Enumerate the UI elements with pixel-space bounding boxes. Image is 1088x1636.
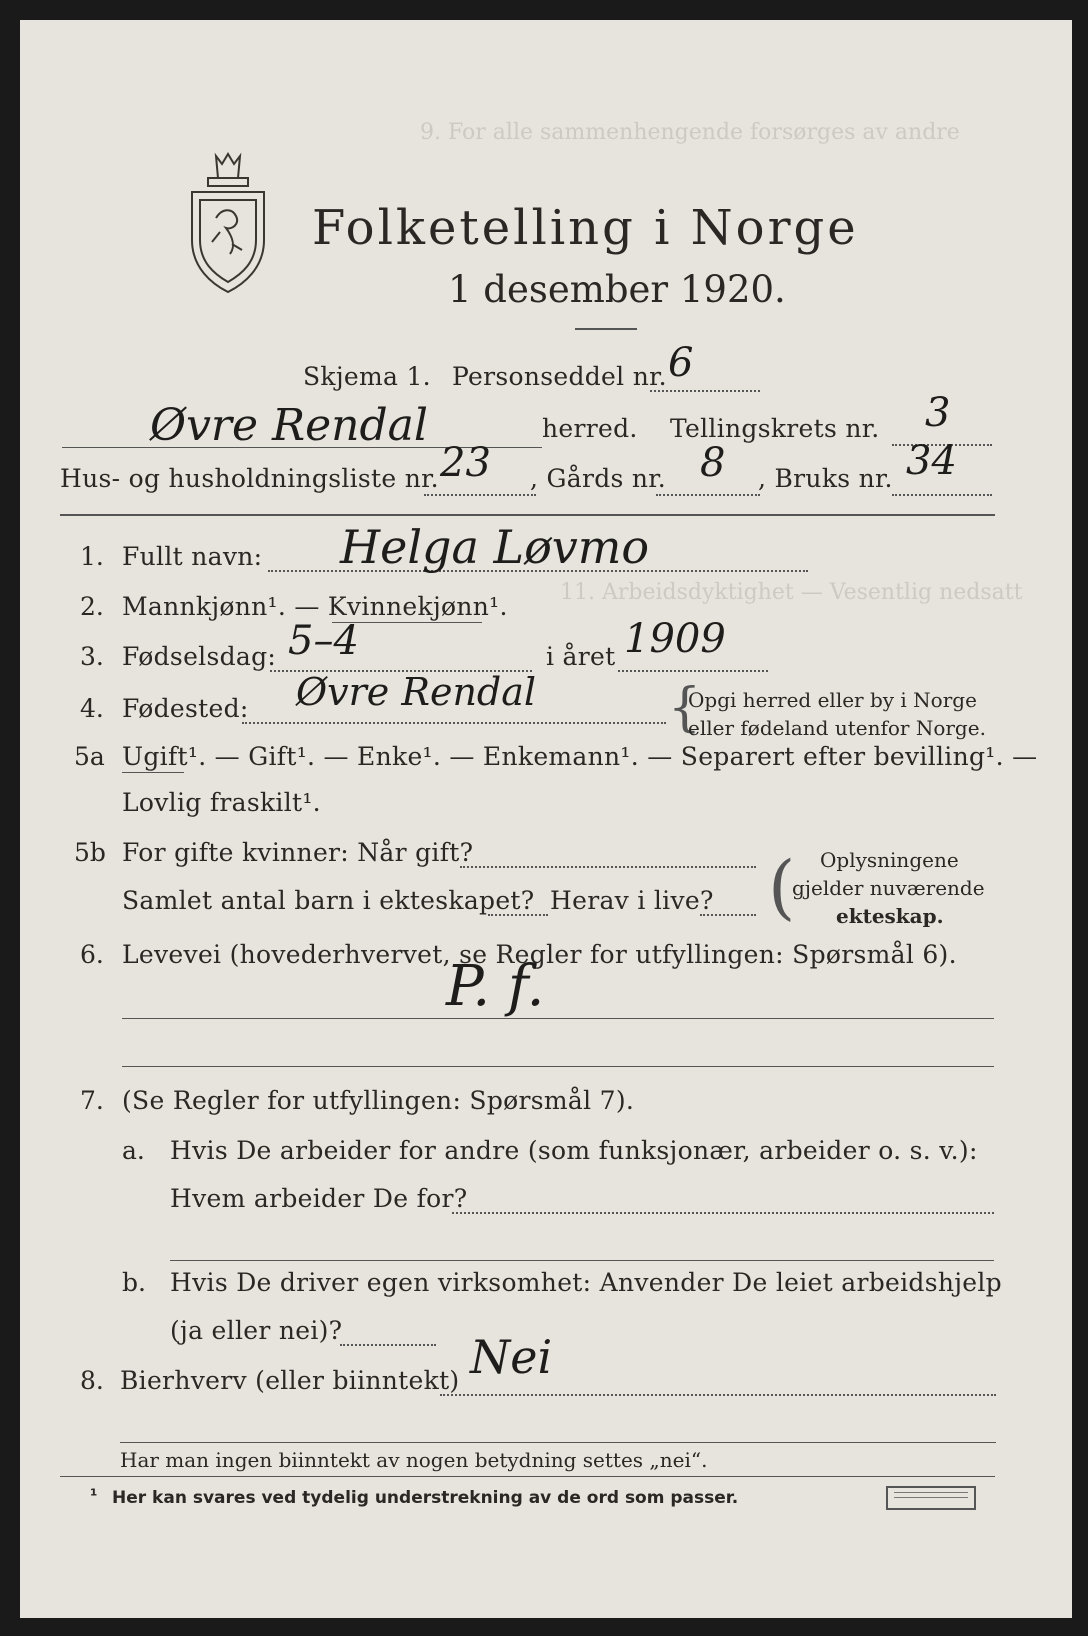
q7b-ja-nei-label: (ja eller nei)? xyxy=(170,1316,343,1345)
tellingskrets-label: Tellingskrets nr. xyxy=(670,414,880,443)
fodested-value: Øvre Rendal xyxy=(296,670,537,714)
coat-of-arms-icon xyxy=(186,148,270,298)
fodested-note-1: Opgi herred eller by i Norge xyxy=(688,688,977,712)
bierhverv-value: Nei xyxy=(470,1330,553,1384)
levevei-line-2 xyxy=(122,1066,994,1067)
biinntekt-note: Har man ingen biinntekt av nogen betydning settes „nei“. xyxy=(120,1448,708,1472)
levevei-label: Levevei (hovederhvervet, se Regler for utfyllingen: Spørsmål 6). xyxy=(122,940,957,969)
ekteskap-note-2: gjelder nuværende xyxy=(792,876,985,900)
q7a-arbeidsgiver-label: Hvem arbeider De for? xyxy=(170,1184,468,1213)
ugift-underline xyxy=(122,772,184,773)
sivilstand-options-2: Lovlig fraskilt¹. xyxy=(122,788,321,817)
husholdning-label: Hus- og husholdningsliste nr. xyxy=(60,464,439,493)
husholdning-value: 23 xyxy=(440,440,491,486)
bierhverv-label: Bierhverv (eller biinntekt) xyxy=(120,1366,460,1395)
personseddel-value: 6 xyxy=(668,340,694,386)
census-form-page: Folketelling i Norge 1 desember 1920. 9. For alle sammenhengende forsørges av andre 11. Arbeidsdyktighet — Vesentlig nedsatt Skjema 1. Personseddel nr. 6 Øvre Rendal herred. Tellingskrets nr. 3 Hus- og husholdningsliste nr. 23 , Gårds nr. 8 , Bruks nr. 34 1. Fullt navn: Helga Løvmo 2. Mannkjønn¹. — Kvinnekjønn¹. 3. Fødselsdag: 5–4 i året 1909 4. Fødested: Øvre Rendal { Opgi herred eller by i Norge eller fødeland utenfor Norge. 5a Ugift¹. — Gift¹. — Enke¹. — Enkemann¹. — Separert efter bevilling¹. — Lovlig fraskilt¹. 5b For gifte kvinner: Når gift? Samlet antal barn i ekteskapet? Herav i live? ( Oplysningene gjelder nuværende ekteskap. 6. Levevei (hovederhvervet, se Regler for utfyllingen: Spørsmål 6). P. f. 7. (Se Regler for utfyllingen: Spørsmål 7). a. Hvis De arbeider for andre (som funksjonær, arbeider o. s. v.): Hvem arbeider De for? b. Hvis De driver egen virksomhet: Anvender De leiet arbeidshjelp (ja eller nei)? 8. Bierhverv (eller biinntekt) Nei Har man ingen biinntekt av nogen betydning settes „nei“. ¹ Her kan svares ved tydelig understrekning av de ord som passer. xyxy=(20,20,1072,1618)
ekteskap-note-3: ekteskap. xyxy=(836,904,944,928)
form-date: 1 desember 1920. xyxy=(448,268,786,311)
herred-label: herred. xyxy=(542,414,638,443)
gards-label: , Gårds nr. xyxy=(530,464,667,493)
personseddel-label: Personseddel nr. xyxy=(452,362,667,391)
naar-gift-label: For gifte kvinner: Når gift? xyxy=(122,838,474,867)
levevei-value: P. f. xyxy=(446,954,545,1019)
fodselsdag-value: 5–4 xyxy=(288,618,359,664)
kjonn-options: Mannkjønn¹. — Kvinnekjønn¹. xyxy=(122,592,508,621)
fullt-navn-value: Helga Løvmo xyxy=(340,520,650,574)
aaret-label: i året xyxy=(546,642,616,671)
gards-value: 8 xyxy=(700,440,726,486)
fodested-label: Fødested: xyxy=(122,694,249,723)
bruks-value: 34 xyxy=(906,438,957,484)
footnote-mark: ¹ xyxy=(90,1486,98,1506)
fodested-note-2: eller fødeland utenfor Norge. xyxy=(688,716,986,740)
title-divider xyxy=(575,328,637,330)
levevei-line-1 xyxy=(122,1018,994,1019)
skjema-label: Skjema 1. xyxy=(303,362,431,391)
footnote: Her kan svares ved tydelig understrekning av de ord som passer. xyxy=(112,1488,739,1508)
antal-barn-label: Samlet antal barn i ekteskapet? xyxy=(122,886,535,915)
q7a-text: Hvis De arbeider for andre (som funksjonær, arbeider o. s. v.): xyxy=(170,1136,978,1165)
herred-value: Øvre Rendal xyxy=(150,400,428,451)
footer-divider xyxy=(60,1476,995,1477)
header-divider xyxy=(60,514,995,516)
bruks-label: , Bruks nr. xyxy=(758,464,893,493)
fodselsaar-value: 1909 xyxy=(624,616,726,662)
printer-stamp xyxy=(886,1486,976,1510)
fullt-navn-label: Fullt navn: xyxy=(122,542,263,571)
tellingskrets-value: 3 xyxy=(925,390,951,436)
herav-i-live-label: Herav i live? xyxy=(550,886,714,915)
fodselsdag-label: Fødselsdag: xyxy=(122,642,277,671)
q7-heading: (Se Regler for utfyllingen: Spørsmål 7). xyxy=(122,1086,635,1115)
sivilstand-options: Ugift¹. — Gift¹. — Enke¹. — Enkemann¹. — Separert efter bevilling¹. — xyxy=(122,742,1038,771)
ekteskap-note-1: Oplysningene xyxy=(820,848,959,872)
q7b-text: Hvis De driver egen virksomhet: Anvender De leiet arbeidshjelp xyxy=(170,1268,1002,1297)
form-title: Folketelling i Norge xyxy=(312,200,859,256)
